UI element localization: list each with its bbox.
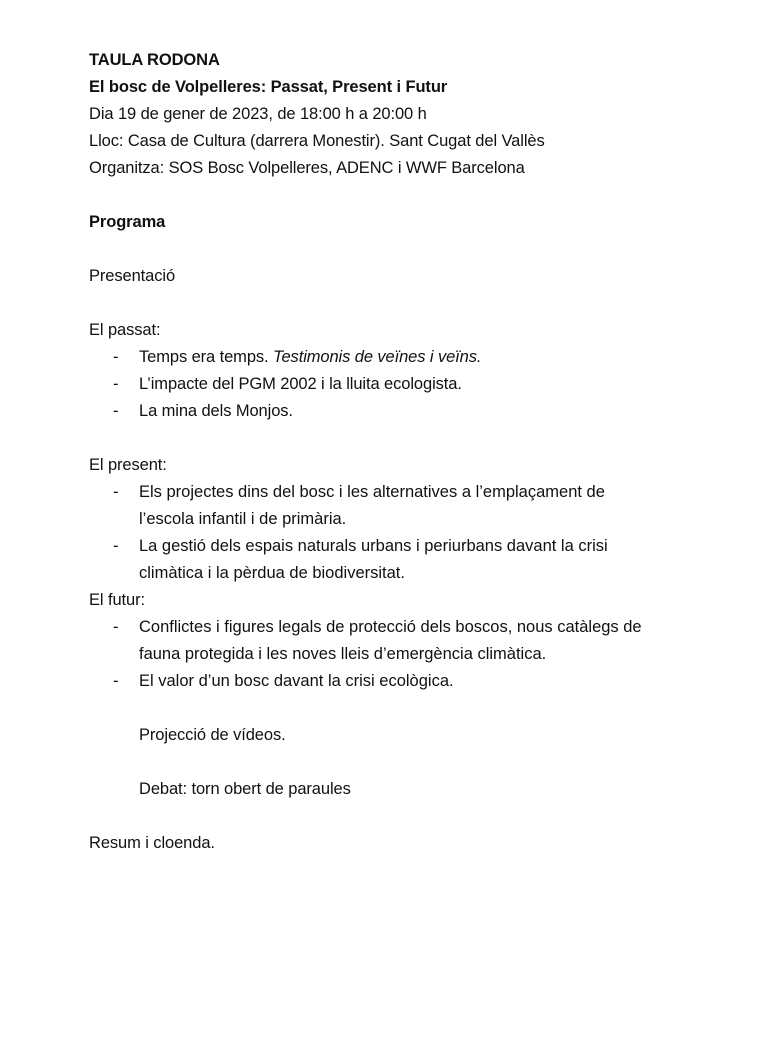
list-item: [89, 668, 729, 695]
event-date: Dia 19 de gener de 2023, de 18:00 h a 20:00 h: [89, 105, 427, 123]
list-item: [89, 533, 729, 587]
program-presentation: Presentació: [89, 267, 176, 285]
present-heading: El present:: [89, 456, 167, 474]
list-item-text: Temps era temps.: [139, 348, 274, 366]
dash-bullet-icon: -: [113, 375, 119, 393]
list-item-italic: Testimonis de veïnes i veïns.: [273, 348, 482, 366]
list-item-line: fauna protegida i les noves lleis d’emergència climàtica.: [139, 645, 547, 663]
dash-bullet-icon: -: [113, 672, 119, 690]
list-item-line: climàtica i la pèrdua de biodiversitat.: [139, 564, 405, 582]
list-item: [89, 479, 729, 533]
list-item-line: Els projectes dins del bosc i les alternatives a l’emplaçament de: [139, 483, 605, 501]
present-list: [89, 479, 729, 587]
event-title: El bosc de Volpelleres: Passat, Present i Futur: [89, 78, 448, 96]
dash-bullet-icon: -: [113, 483, 119, 501]
event-type-label: TAULA RODONA: [89, 51, 220, 69]
list-item-text: L’impacte del PGM 2002 i la lluita ecologista.: [139, 375, 462, 393]
program-debate: Debat: torn obert de paraules: [139, 780, 351, 798]
dash-bullet-icon: -: [113, 537, 119, 555]
past-list: [89, 344, 729, 425]
program-heading: Programa: [89, 213, 166, 231]
future-list: [89, 614, 729, 695]
dash-bullet-icon: -: [113, 348, 119, 366]
list-item-text: La mina dels Monjos.: [139, 402, 293, 420]
event-organizers: Organitza: SOS Bosc Volpelleres, ADENC i WWF Barcelona: [89, 159, 525, 177]
list-item: [89, 344, 729, 371]
dash-bullet-icon: -: [113, 402, 119, 420]
program-videos: Projecció de vídeos.: [139, 726, 286, 744]
list-item: [89, 398, 729, 425]
program-closing: Resum i cloenda.: [89, 834, 215, 852]
future-heading: El futur:: [89, 591, 145, 609]
list-item: [89, 614, 729, 668]
list-item-line: Conflictes i figures legals de protecció dels boscos, nous catàlegs de: [139, 618, 642, 636]
dash-bullet-icon: -: [113, 618, 119, 636]
list-item-line: El valor d’un bosc davant la crisi ecològica.: [139, 672, 454, 690]
list-item-line: l’escola infantil i de primària.: [139, 510, 347, 528]
past-heading: El passat:: [89, 321, 161, 339]
list-item: [89, 371, 729, 398]
list-item-line: La gestió dels espais naturals urbans i periurbans davant la crisi: [139, 537, 608, 555]
document-page: [89, 47, 729, 857]
event-place: Lloc: Casa de Cultura (darrera Monestir). Sant Cugat del Vallès: [89, 132, 545, 150]
